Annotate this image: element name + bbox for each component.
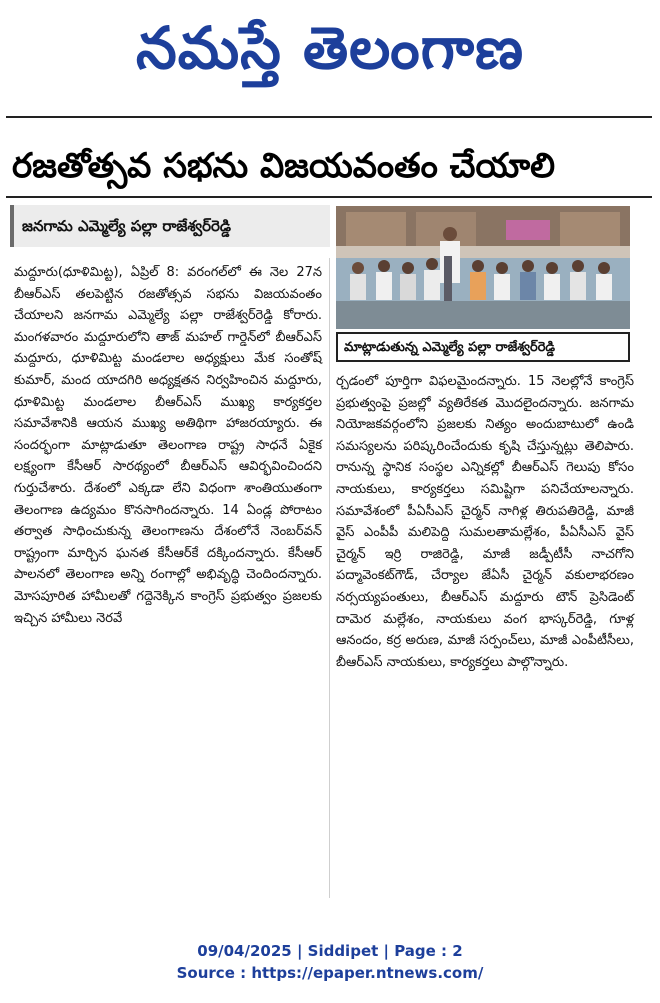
headline-rule	[6, 196, 652, 198]
photo-illustration	[336, 206, 630, 329]
article-subhead: జనగామ ఎమ్మెల్యే పల్లా రాజేశ్వర్‌రెడ్డి	[22, 217, 231, 235]
photo-caption: మాట్లాడుతున్న ఎమ్మెల్యే పల్లా రాజేశ్వర్‌రెడ్డి	[344, 340, 556, 355]
article-headline: రజతోత్సవ సభను విజయవంతం చేయాలి	[12, 146, 556, 186]
footer-source: Source : https://epaper.ntnews.com/	[176, 964, 484, 982]
column-divider	[329, 258, 330, 898]
masthead-logo: నమస్తే తెలంగాణ	[136, 14, 524, 82]
body-left-text: మద్దూరు(ధూళిమిట్ట), ఏప్రిల్ 8: వరంగల్‌లో ఈ నెల 27న బీఆర్‌ఎస్ తలపెట్టిన రజతోత్సవ సభను విజయవంతం చేయాలని జనగామ ఎమ్మెల్యే పల్లా రాజేశ్వర్‌రెడ్డి కోరారు. మంగళవారం మద్దూరులోని తాజ్ మహల్ గార్డెన్‌లో బీఆర్‌ఎస్ మద్దూరు, ధూళిమిట్ట మండలాల అధ్యక్షులు మేక సంతోష్ కుమార్, మంద యాదగిరి అధ్యక్షతన నిర్వహించిన మద్దూరు, ధూళిమిట్ట మండలాల బీఆర్‌ఎస్ ముఖ్య కార్యకర్తల సమావేశానికి ఆయన ముఖ్య అతిథిగా హాజరయ్యారు. ఈ సందర్భంగా మాట్లాడుతూ తెలంగాణ రాష్ట్ర సాధనే ఏకైక లక్ష్యంగా కేసీఆర్ సారథ్యంలో బీఆర్‌ఎస్ ఆవిర్భవించిందని గుర్తుచేశారు. దేశంలో ఎక్కడా లేని విధంగా శాంతియుతంగా తెలంగాణ ఉద్యమం కొనసాగిందన్నారు. 14 ఏండ్ల పోరాటం తర్వాత సాధించుకున్న తెలంగాణను దేశంలోనే నెంబర్‌వన్ రాష్ట్రంగా మార్చిన ఘనత కేసీఆర్‌కే దక్కిందన్నారు. కేసీఆర్ పాలనలో తెలంగాణ అన్ని రంగాల్లో అభివృద్ధి చెందిందన్నారు. మోసపూరిత హామీలతో గద్దెనెక్కిన కాంగ్రెస్ ప్రభుత్వం ప్రజలకు ఇచ్చిన హామీలు నెరవే	[14, 265, 322, 626]
article-body-right	[336, 371, 634, 895]
body-right-text: ర్చడంలో పూర్తిగా విఫలమైందన్నారు. 15 నెలల్లోనే కాంగ్రెస్ ప్రభుత్వంపై ప్రజల్లో వ్యతిరేకత మొదలైందన్నారు. జనగామ నియోజకవర్గంలోని ప్రజలకు నిత్యం అందుబాటులో ఉండి సమస్యలను పరిష్కరించేందుకు కృషి చేస్తున్నట్లు తెలిపారు. రానున్న స్థానిక సంస్థల ఎన్నికల్లో బీఆర్‌ఎస్ గెలుపు కోసం నాయకులు, కార్యకర్తలు సమిష్టిగా పనిచేయాలన్నారు. సమావేశంలో పీఏసీఎస్ చైర్మన్ నాగిళ్ల తిరుపతిరెడ్డి, మాజీ వైస్ ఎంపీపీ మలిపెద్ది సుమలతామల్లేశం, పీఏసీఎస్ వైస్ చైర్మన్ ఇర్రి రాజిరెడ్డి, మాజీ జడ్పీటీసీ నాచగోని పద్మావెంకట్‌గౌడ్, చేర్యాల జేఏసీ చైర్మన్ వకులాభరణం నర్సయ్యపంతులు, బీఆర్‌ఎస్ మద్దూరు టౌన్ ప్రెసిడెంట్ దామెర మల్లేశం, నాయకులు వంగ భాస్కర్‌రెడ్డి, గూళ్ల ఆనందం, కర్ర అరుణ, మాజీ సర్పంచ్‌లు, మాజీ ఎంపీటీసీలు, బీఆర్‌ఎస్ నాయకులు, కార్యకర్తలు పాల్గొన్నారు.	[336, 374, 634, 670]
subhead-box	[10, 205, 330, 247]
photo-caption-box	[336, 332, 630, 362]
masthead	[0, 0, 660, 112]
article-body-left	[14, 262, 322, 896]
top-rule	[6, 116, 652, 118]
footer-edition: 09/04/2025 | Siddipet | Page : 2	[197, 942, 463, 960]
article-photo	[336, 206, 630, 329]
